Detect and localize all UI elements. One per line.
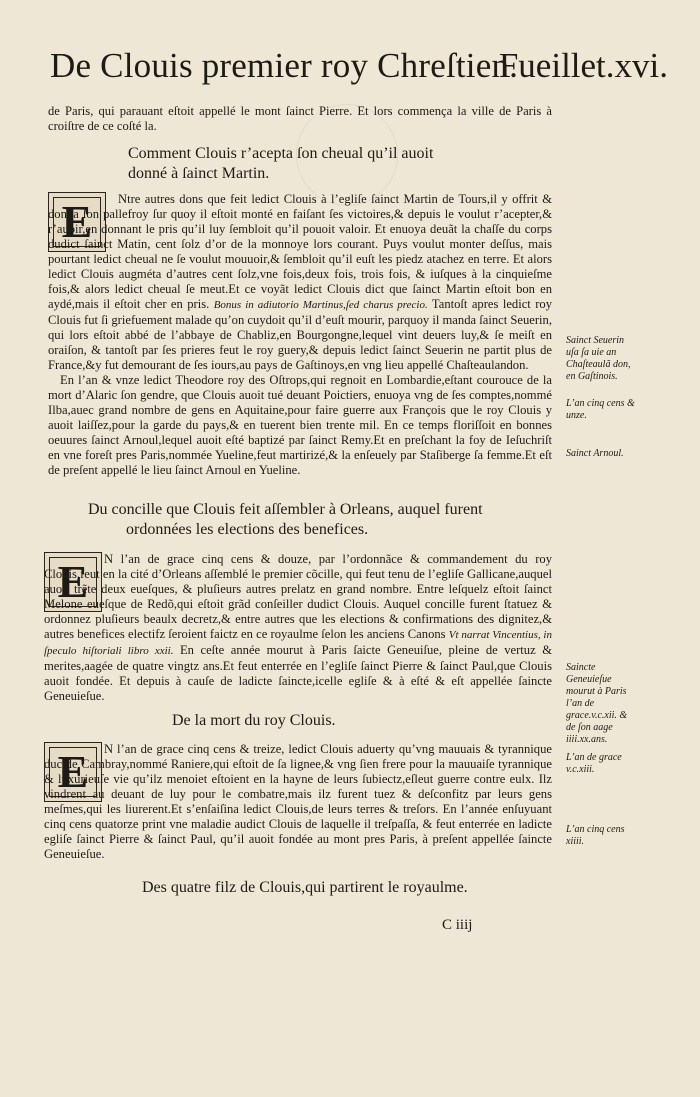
section-2-text-b: En ceſte année mourut à Paris ſaicte Geneuiſue, pleine de vertuz & merites,aagée de quatre vingtz ans.Et feut enterrée en l’egliſe ſainct Pierre & ſainct Paul,que Clouis auoit fondée. Et depuis à cauſe de ladicte ſaincte,icelle egliſe & à eſté & eſt appellée ſaincte Geneuieſue. [44, 643, 553, 703]
latin-quote-1: Bonus in adiutorio Martinus,ſed charus precio. [213, 299, 428, 311]
section-heading-1-line1: Comment Clouis r’acepta ſon cheual qu’il auoit [128, 145, 434, 162]
dropcap-3-letter: E [57, 746, 89, 797]
section-heading-3: De la mort du roy Clouis. [172, 712, 336, 729]
intro-paragraph: de Paris, qui parauant eſtoit appellé le mont ſainct Pierre. Et lors commença la ville de Paris à croiſtre de ce coſté la. [48, 104, 552, 133]
margin-note-geneuieue: Saincte Geneuieſue mourut à Paris l’an de grace.v.c.xii. & de ſon aage iiii.xx.ans. [566, 662, 628, 745]
intro-text [48, 104, 552, 134]
section-heading-2-line2: ordonnées les elections des benefices. [126, 521, 369, 538]
section-1-body [48, 192, 552, 478]
section-2-text-a: N l’an de grace cinq cens & douze, par l’ordonnãce & commandement du roy Clouis,feut en la cité d’Orleans aſſemblé le premier cõcille, qui feut tenu de l’egliſe Gallicane,auquel auoit trẽte deux eueſques, & pluſieurs autres prelatz en grand nombre. Entre leſquelz eſtoit ſainct Melone eueſque de Redõ,qui eſtoit grãd conſeiller dudict Clouis. Auquel concille furent ſtatuez & ordonnez pluſieurs beaulx decretz,& entre autres que les elections & confirmations des dignitez,& autres benefices electifz ſeroient faictz en ce royaulme ſelon les anciens Canons [44, 552, 552, 641]
signature-mark: C iiij [442, 917, 473, 933]
section-2-paragraph-1 [44, 552, 552, 704]
margin-note-vcxiii: L’an de grace v.c.xiii. [566, 752, 622, 775]
margin-note-arnoul: Sainct Arnoul. [566, 448, 624, 459]
section-1-text-a: Ntre autres dons que feit ledict Clouis à l’egliſe ſainct Martin de Tours,il y offrit & donna ſon pallefroy ſur quoy il eſtoit monté en faiſant ſes victoires,& depuis le voulut r’acepter,& r’auoir,en donnant le pris qu’il luy ſembloit qu’il pouoit valoir. Et enuoya deuãt la chaſſe du corps dudict ſainct Matin, cent ſolz d’or de la monnoye lors courant. Puys voulut monter deſſus, mais pourtant ledict cheual ne ſe voulut mouuoir,& ſembloit qu’il euſt les piedz atachez en terre. Et alors ledict Clouis augméta d’autres cent ſolz,vne fois,deux fois, trois fois, & iuſques à la cinquieſme fois,& alors ledict cheual ſe meut.Et ce voyãt ledict Clouis dict que ſainct Martin eſtoit bon en aydé,mais il eſtoit cher en pris. [48, 192, 552, 311]
section-heading-1 [128, 144, 548, 184]
section-2-body [44, 552, 552, 704]
section-1-text-b: Tantoſt apres ledict roy Clouis fut ſi griefuement malade qu’on cuydoit qu’il d’euſt mourir, parquoy il manda ſainct Seuerin, qui lors eſtoit abbé de l’abbaye de Chabliz,en Bourgongne,lequel vint deuers luy,& ſe meiſt en oraiſon, & tantoſt par ſes prieres feut le roy guery,& depuis ledict ſainct Seuerin ne partit plus de France,&y fut demourant de ſes iours,au pays de Gaſtinoys,en vng lieu appellé Chaſteaulandon. [48, 297, 552, 372]
section-3-body [44, 742, 552, 862]
margin-note-unze: L’an cinq cens & unze. [566, 398, 635, 421]
page-header [38, 46, 668, 96]
section-heading-2-line1: Du concille que Clouis feit aſſembler à Orleans, auquel furent [88, 501, 483, 518]
margin-note-seuerin: Sainct Seuerin uſa ſa uie an Chaſteaulã don, en Gaſtinois. [566, 335, 631, 382]
section-1-paragraph-1 [48, 192, 552, 373]
latin-quote-2: Vt narrat Vincentius, in ſpeculo hiſtoriali libro xxii. [44, 629, 552, 657]
running-title: De Clouis premier roy Chreſtien. [50, 46, 519, 85]
section-3-paragraph-1: N l’an de grace cinq cens & treize, ledict Clouis aduerty qu’vng mauuais & tyrannique duc de Cambray,nommé Raniere,qui eſtoit de ſa lignee,& vng ſien frere pour la mauuaiſe tyrannique & luxurieuſe vie qu’ilz menoiet eſtoient en la hayne de leurs ſubiectz,eſleut guerre contre eulx. Ilz vindrent au deuant de luy pour le combatre,mais ilz furent tuez & deſconfitz par leurs gens meſmes,qui les liurerent.Et s’enſaiſina ledict Clouis,de leurs terres & treſors. En l’année enſuyuant cinq cens quatorze print vne maladie audict Clouis de laquelle il treſpaſſa, & feut enterrée en ladicte egliſe ſainct Pierre & ſainct Paul, qu’il auoit fondée au mont pres Paris, à preſent appellée ſaincte Geneuieſue. [44, 742, 552, 861]
dropcap-1-letter: E [61, 196, 93, 247]
section-heading-1-line2: donné à ſainct Martin. [128, 165, 270, 182]
dropcap-2-letter: E [57, 556, 89, 607]
section-heading-2 [88, 500, 558, 540]
section-1-paragraph-2: En l’an & vnze ledict Theodore roy des Oſtrops,qui regnoit en Lombardie,eſtant courouce de la mort d’Alaric ſon gendre, que Clouis auoit tué deuant Poictiers, enuoya vng de ſes comptes,nommé Ilba,auec grand nombre de gens en Aquitaine,pour faire guerre aux François que le roy Clouis y auoit laiſſez,pour la garde du pays,& en tuerent bien trente mil. En ce temps floriſſoit en bonnes oeuures ſainct Arnoul,lequel auoit eſté baptizé par ſainct Remy.Et en preſchant la foy de Ieſuchriſt en vne foreſt pres Paris,nommée Yueline,feut martirizé,& la enſeuely par Staſiberge ſa femme.Et eſt de preſent appellé le lieu ſainct Arnoul en Yueline. [48, 373, 552, 477]
margin-note-xiiii: L’an cinq cens xiiii. [566, 824, 625, 847]
section-heading-4: Des quatre filz de Clouis,qui partirent le royaulme. [142, 879, 468, 896]
folio-number: Fueillet.xvi. [498, 46, 668, 85]
bleed-through-shadow [180, 868, 540, 938]
